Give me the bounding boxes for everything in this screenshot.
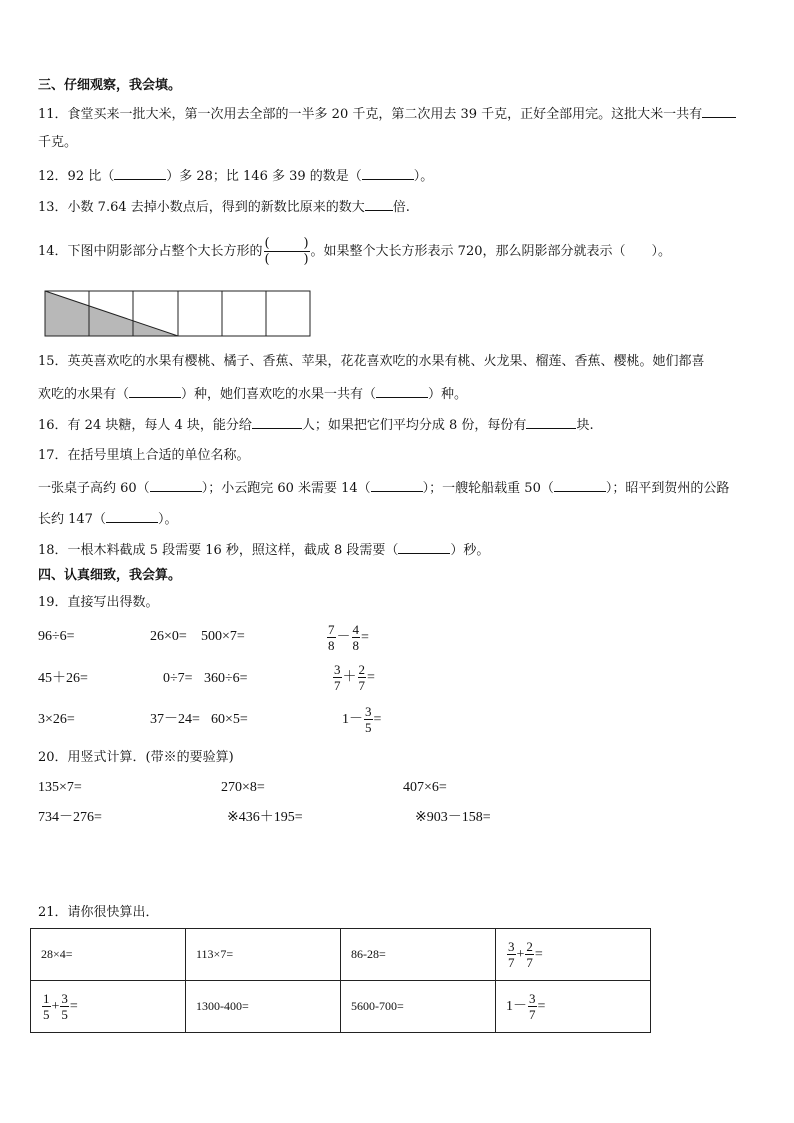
q21-cell-6: 1300-400= [186,981,341,1033]
q14-text-b: 。如果整个大长方形表示 720，那么阴影部分就表示（ ）。 [310,244,671,259]
q19-fraction-2: $\frac{3}{7}$ ＋ $\frac{2}{7}$ = [334,662,375,694]
q20-r1-c2: 270×8= [221,780,265,795]
q19-r1-c1: 96÷6= [38,629,75,644]
q19-r3-c3: 60×5= [211,712,248,727]
q21-cell-3: 86-28= [341,929,496,981]
q14 [38,232,671,272]
q16-blank-2[interactable] [526,414,576,429]
q15-line2 [38,383,467,405]
q19-r3-c2: 37－24= [150,712,200,727]
q21-title: 21．请你很快算出． [38,905,159,920]
q14-text-a: 14．下图中阴影部分占整个大长方形的 [38,244,263,259]
q17-blank-1[interactable] [150,477,202,492]
q14-rectangle-figure [44,290,312,338]
q16-text-a: 16．有 24 块糖，每人 4 块，能分给 [38,418,252,433]
q19-r3-c1: 3×26= [38,712,75,727]
q13-text-a: 13．小数 7.64 去掉小数点后，得到的新数比原来的数大 [38,200,365,215]
q17-title: 17．在括号里填上合适的单位名称。 [38,448,250,463]
q12-text-a: 12．92 比（ [38,169,115,184]
q12-text-c: ）。 [413,169,434,184]
q15-text-a: 欢吃的水果有（ [38,387,130,402]
q16 [38,414,594,436]
q17-blank-2[interactable] [371,477,423,492]
q19-r2-c2: 0÷7= [163,671,193,686]
q20-r2-c1: 734－276= [38,810,102,825]
q14-fraction-blank[interactable]: ( ) ( ) [264,236,309,267]
q18-blank[interactable] [398,539,450,554]
q19-r1-c2: 26×0= [150,629,187,644]
q13-blank[interactable] [365,196,393,211]
q17-blank-4[interactable] [106,508,158,523]
q17-line2: 长约 147（ ）。 [38,508,177,530]
q15-line1: 15．英英喜欢吃的水果有樱桃、橘子、香蕉、苹果，花花喜欢吃的水果有桃、火龙果、榴莲、香蕉、樱桃。她们都喜 [38,354,705,369]
q13 [38,196,410,218]
q20-r1-c1: 135×7= [38,780,82,795]
q20-r2-c3: ※903－158= [415,810,491,825]
q15-text-b: ）种，她们喜欢吃的水果一共有（ [181,387,377,402]
q16-text-b: 人；如果把它们平均分成 8 份，每份有 [301,418,527,433]
q20-title: 20．用竖式计算．(带※的要验算) [38,750,234,765]
q19-fraction-3: 1－ $\frac{3}{5}$ = [342,704,382,736]
q11-line2: 千克。 [38,135,78,150]
q17-blank-3[interactable] [554,477,606,492]
table-row [31,929,651,981]
q21-table [30,928,651,1033]
q21-cell-1: 28×4= [31,929,186,981]
q13-text-b: 倍. [392,200,410,215]
q19-title: 19．直接写出得数。 [38,595,159,610]
q15-text-c: ）种。 [428,387,468,402]
table-row [31,981,651,1033]
q15-blank-2[interactable] [376,383,428,398]
q19-r2-c1: 45＋26= [38,671,88,686]
q11-line1 [38,103,736,125]
q16-text-c: 块. [576,418,594,433]
q21-cell-5: $\frac{1}{5}$ + $\frac{3}{5}$ = [31,981,186,1033]
q12-text-b: ）多 28；比 146 多 39 的数是（ [166,169,362,184]
q17-line1: 一张桌子高约 60（ ）；小云跑完 60 米需要 14（ ）；一艘轮船载重 50（ ）；昭平到贺州的公路 [38,477,729,499]
q18: 18．一根木料截成 5 段需要 16 秒，照这样，截成 8 段需要（ ）秒。 [38,539,489,561]
section-4-title: 四、认真细致，我会算。 [38,568,182,583]
q20-r2-c2: ※436＋195= [227,810,303,825]
q16-blank-1[interactable] [252,414,302,429]
q12-blank-1[interactable] [114,165,166,180]
q21-cell-7: 5600-700= [341,981,496,1033]
q11-answer-blank[interactable] [702,103,736,118]
q20-r1-c3: 407×6= [403,780,447,795]
q15-blank-1[interactable] [129,383,181,398]
q19-r2-c3: 360÷6= [204,671,248,686]
q12 [38,165,433,187]
q12-blank-2[interactable] [362,165,414,180]
q11-text: 11．食堂买来一批大米，第一次用去全部的一半多 20 千克，第二次用去 39 千克，正好全部用完。这批大米一共有 [38,107,703,122]
q21-cell-8: 1－ $\frac{3}{7}$ = [496,981,651,1033]
section-3-title: 三、仔细观察，我会填。 [38,78,182,93]
q19-fraction-1: $\frac{7}{8}$ － $\frac{4}{8}$ = [328,622,369,654]
q21-cell-4: $\frac{3}{7}$ + $\frac{2}{7}$ = [496,929,651,981]
q21-cell-2: 113×7= [186,929,341,981]
q19-r1-c3: 500×7= [201,629,245,644]
